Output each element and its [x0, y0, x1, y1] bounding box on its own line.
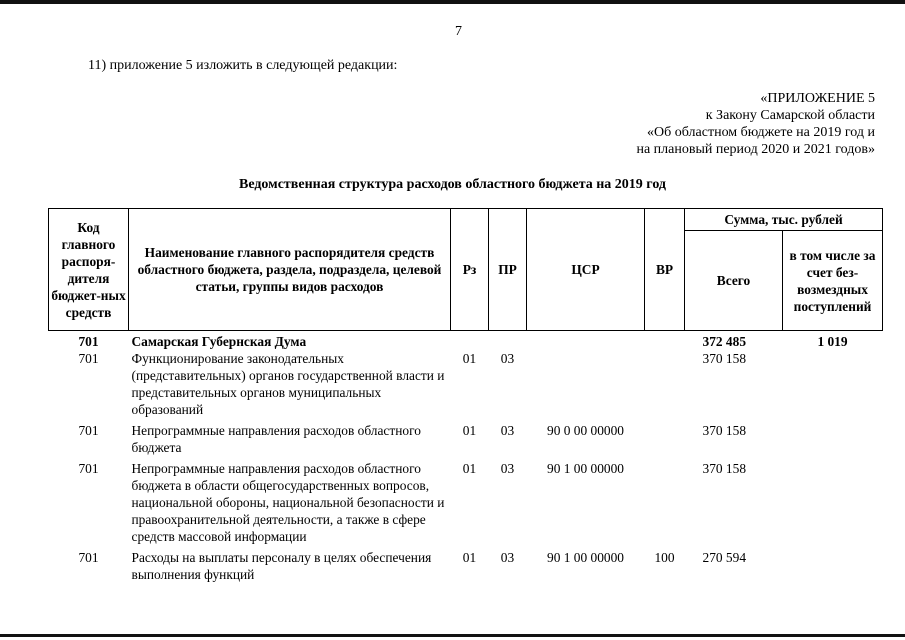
header-rz: Рз: [451, 209, 489, 331]
scan-bottom-border: [0, 634, 905, 637]
document-title: Ведомственная структура расходов областного бюджета на 2019 год: [238, 177, 666, 192]
row-vr: 100: [654, 550, 675, 565]
row-code: 701: [78, 461, 99, 476]
row-total: 370 158: [702, 461, 747, 476]
expenditure-structure-table: [48, 208, 883, 583]
row-code: 701: [78, 423, 99, 438]
header-name: Наименование главного распорядителя средств областного бюджета, раздела, подраздела, целевой статьи, группы видов расходов: [129, 209, 451, 331]
table-row: [49, 331, 883, 351]
intro-text: 11) приложение 5 изложить в следующей редакции:: [88, 58, 398, 73]
row-free: [783, 418, 883, 456]
row-total: 372 485: [702, 334, 747, 349]
appendix-line-2: к Закону Самарской области: [705, 108, 875, 123]
row-code: 701: [78, 351, 99, 366]
row-code: 701: [78, 334, 99, 349]
table-row: [49, 350, 883, 418]
row-free: [783, 350, 883, 418]
row-name: Функционирование законодательных (представительных) органов государственной власти и представительных органов муниципальных образований: [131, 351, 445, 417]
row-csr: 90 1 00 00000: [547, 461, 624, 476]
header-sum: Сумма, тыс. рублей: [685, 209, 883, 231]
row-name: Непрограммные направления расходов областного бюджета в области общегосударственных вопросов, национальной обороны, национальной безопасности и правоохранительной деятельности, а также в сфере средств массовой информации: [131, 461, 445, 544]
row-pr: 03: [500, 351, 515, 366]
header-code: Код главного распоря-дителя бюджет-ных средств: [49, 209, 129, 331]
appendix-line-4: на плановый период 2020 и 2021 годов»: [636, 142, 875, 157]
table-row: [49, 545, 883, 583]
row-total: 270 594: [702, 550, 747, 565]
row-name: Расходы на выплаты персоналу в целях обеспечения выполнения функций: [131, 550, 432, 582]
appendix-line-3: «Об областном бюджете на 2019 год и: [647, 125, 875, 140]
table-row: [49, 418, 883, 456]
row-free: 1 019: [817, 334, 848, 349]
row-name: Непрограммные направления расходов областного бюджета: [131, 423, 421, 455]
row-csr: 90 0 00 00000: [547, 423, 624, 438]
row-vr: [645, 350, 685, 418]
table-body: [49, 331, 883, 584]
header-free: в том числе за счет без-возмездных поступлений: [783, 231, 883, 331]
row-rz: 01: [462, 461, 477, 476]
row-free: [783, 456, 883, 545]
header-total: Всего: [685, 231, 783, 331]
row-vr: [645, 418, 685, 456]
row-pr: 03: [500, 461, 515, 476]
row-rz: 01: [462, 351, 477, 366]
row-total: 370 158: [702, 351, 747, 366]
row-csr: [527, 350, 645, 418]
appendix-header: [636, 90, 875, 158]
row-free: [783, 545, 883, 583]
row-csr: 90 1 00 00000: [547, 550, 624, 565]
row-rz: [451, 331, 489, 351]
appendix-line-1: «ПРИЛОЖЕНИЕ 5: [760, 91, 875, 106]
header-pr: ПР: [489, 209, 527, 331]
row-pr: 03: [500, 423, 515, 438]
row-vr: [645, 331, 685, 351]
row-pr: [489, 331, 527, 351]
row-pr: 03: [500, 550, 515, 565]
row-code: 701: [78, 550, 99, 565]
header-vr: ВР: [645, 209, 685, 331]
table-row: [49, 456, 883, 545]
page-number: 7: [455, 24, 462, 39]
row-csr: [527, 331, 645, 351]
row-name: Самарская Губернская Дума: [131, 334, 307, 349]
row-vr: [645, 456, 685, 545]
table-header: [49, 209, 883, 331]
row-total: 370 158: [702, 423, 747, 438]
header-csr: ЦСР: [527, 209, 645, 331]
scan-top-border: [0, 0, 905, 4]
row-rz: 01: [462, 550, 477, 565]
row-rz: 01: [462, 423, 477, 438]
